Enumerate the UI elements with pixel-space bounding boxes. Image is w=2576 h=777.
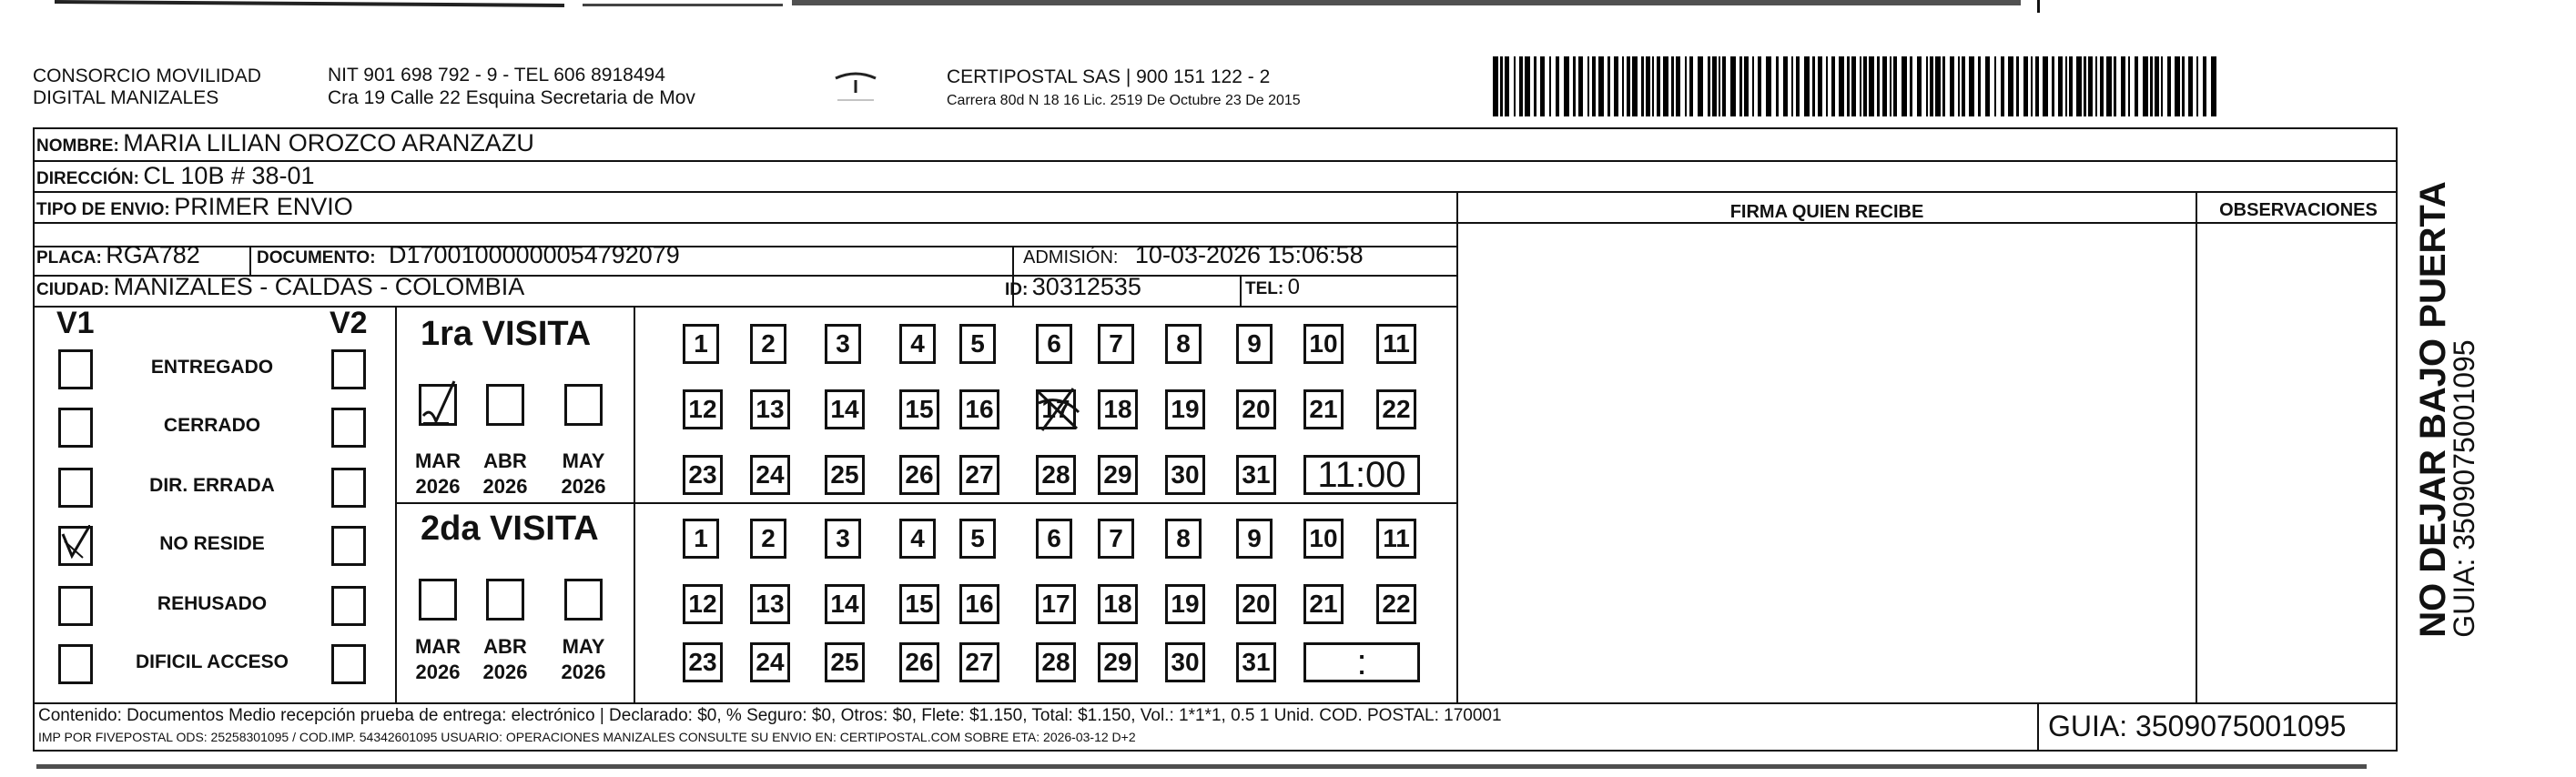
month-checkbox[interactable] — [486, 384, 524, 426]
day-box[interactable]: 23 — [683, 455, 723, 495]
v2-checkbox[interactable] — [331, 586, 366, 626]
day-box[interactable]: 31 — [1236, 642, 1276, 682]
year-label: 2026 — [415, 661, 461, 683]
observaciones-header: OBSERVACIONES — [2219, 200, 2378, 220]
day-box[interactable]: 31 — [1236, 455, 1276, 495]
day-box[interactable]: 1 — [683, 519, 719, 559]
month-label: MAR — [414, 449, 461, 472]
month-checkbox[interactable] — [486, 579, 524, 621]
footer-imp: IMP POR FIVEPOSTAL ODS: 25258301095 / COD.IMP. 54342601095 USUARIO: OPERACIONES MANIZALES CONSULTE SU ENVIO EN: CERTIPOSTAL.COM SOBRE ETA: 2026-03-12 D+2 — [38, 730, 1136, 744]
nombre-field: NOMBRE: MARIA LILIAN OROZCO ARANZAZU — [36, 129, 534, 156]
day-box[interactable]: 25 — [825, 642, 865, 682]
day-box[interactable]: 5 — [959, 519, 996, 559]
month-label: MAY — [562, 635, 605, 658]
second-visit-title: 2da VISITA — [421, 510, 599, 548]
v2-checkbox[interactable] — [331, 468, 366, 508]
day-box[interactable]: 28 — [1036, 455, 1076, 495]
day-box[interactable]: 2 — [750, 324, 786, 364]
day-box[interactable]: 24 — [750, 455, 790, 495]
day-box[interactable]: 13 — [750, 389, 790, 429]
v1-checkbox[interactable] — [58, 468, 93, 508]
day-box[interactable]: 14 — [825, 389, 865, 429]
consortium-name: CONSORCIO MOVILIDAD DIGITAL MANIZALES — [33, 66, 261, 108]
v2-checkbox[interactable] — [331, 408, 366, 448]
day-box[interactable]: 24 — [750, 642, 790, 682]
day-box[interactable]: 29 — [1098, 455, 1138, 495]
bottom-scan-edge — [0, 759, 2576, 777]
day-box[interactable]: 13 — [750, 584, 790, 624]
year-label: 2026 — [415, 475, 461, 498]
month-label: MAR — [414, 635, 461, 658]
footer-guia: GUIA: 3509075001095 — [2048, 710, 2347, 742]
v2-checkbox[interactable] — [331, 526, 366, 566]
firma-header: FIRMA QUIEN RECIBE — [1729, 202, 1924, 222]
footer-contenido: Contenido: Documentos Medio recepción prueba de entrega: electrónico | Declarado: $0, % Seguro: $0, Otros: $0, Flete: $1.150, Total: $1.150, Vol.: 1*1*1, 0.5 1 Unid. COD. POSTAL: 170001 — [38, 706, 1502, 725]
status-label: NO RESIDE — [159, 533, 265, 554]
consortium-nit: NIT 901 698 792 - 9 - TEL 606 8918494 Cra 19 Calle 22 Esquina Secretaria de Mov — [328, 65, 695, 108]
day-box[interactable]: 23 — [683, 642, 723, 682]
day-box[interactable]: 11 — [1376, 519, 1416, 559]
day-box[interactable]: 25 — [825, 455, 865, 495]
tel-field: TEL: 0 — [1245, 275, 1301, 299]
status-label: DIR. ERRADA — [149, 475, 275, 496]
year-label: 2026 — [561, 475, 606, 498]
day-box[interactable]: 8 — [1165, 519, 1202, 559]
day-box[interactable]: 15 — [899, 389, 939, 429]
day-box[interactable]: 27 — [959, 455, 999, 495]
day-box[interactable]: 29 — [1098, 642, 1138, 682]
courier-info: CERTIPOSTAL SAS | 900 151 122 - 2 Carrera 80d N 18 16 Lic. 2519 De Octubre 23 De 2015 — [947, 66, 1301, 108]
day-box[interactable]: 16 — [959, 389, 999, 429]
day-box[interactable]: 21 — [1303, 584, 1344, 624]
day-box[interactable]: 27 — [959, 642, 999, 682]
day-box[interactable]: 17 — [1036, 389, 1076, 429]
id-field: ID: 30312535 — [1005, 273, 1141, 300]
day-box[interactable]: 6 — [1036, 324, 1072, 364]
day-box[interactable]: 9 — [1236, 519, 1273, 559]
day-box[interactable]: 16 — [959, 584, 999, 624]
documento-field: DOCUMENTO: D17001000000054792079 — [257, 241, 680, 268]
day-box[interactable]: 30 — [1165, 455, 1205, 495]
placa-field: PLACA: RGA782 — [36, 241, 200, 268]
day-box[interactable]: 19 — [1165, 389, 1205, 429]
no-dejar-warning: NO DEJAR BAJO PUERTA — [2413, 181, 2453, 638]
side-guia: GUIA: 3509075001095 — [2448, 339, 2480, 638]
day-box[interactable]: 20 — [1236, 584, 1276, 624]
day-box[interactable]: 30 — [1165, 642, 1205, 682]
day-box[interactable]: 28 — [1036, 642, 1076, 682]
day-box[interactable]: 12 — [683, 389, 723, 429]
side-text — [2403, 146, 2494, 673]
month-checkbox[interactable] — [419, 579, 457, 621]
day-box[interactable]: 26 — [899, 642, 939, 682]
month-checkbox[interactable] — [564, 579, 603, 621]
day-box[interactable]: 22 — [1376, 389, 1416, 429]
tipo-envio-field: TIPO DE ENVIO: PRIMER ENVIO — [36, 193, 353, 220]
v2-checkbox[interactable] — [331, 644, 366, 684]
day-box[interactable]: 17 — [1036, 584, 1076, 624]
day-box[interactable]: 4 — [899, 324, 936, 364]
day-box[interactable]: 8 — [1165, 324, 1202, 364]
day-box[interactable]: 6 — [1036, 519, 1072, 559]
barcode — [1493, 56, 2221, 116]
day-box[interactable]: 15 — [899, 584, 939, 624]
v1-checkbox[interactable] — [58, 408, 93, 448]
day-box[interactable]: 18 — [1098, 584, 1138, 624]
day-box[interactable]: 1 — [683, 324, 719, 364]
month-checkbox[interactable] — [564, 384, 603, 426]
direccion-field: DIRECCIÓN: CL 10B # 38-01 — [36, 162, 315, 189]
v2-checkbox[interactable] — [331, 349, 366, 389]
year-label: 2026 — [482, 661, 528, 683]
day-box[interactable]: 10 — [1303, 324, 1344, 364]
v1-header: V1 — [56, 306, 95, 340]
second-time-box[interactable]: : — [1303, 642, 1420, 682]
status-label: CERRADO — [163, 415, 261, 436]
first-visit-title: 1ra VISITA — [421, 315, 592, 353]
day-box[interactable]: 21 — [1303, 389, 1344, 429]
day-box[interactable]: 10 — [1303, 519, 1344, 559]
day-box[interactable]: 18 — [1098, 389, 1138, 429]
v1-checkbox[interactable] — [58, 526, 93, 566]
top-scan-edge — [0, 0, 2576, 18]
day-box[interactable]: 7 — [1098, 324, 1134, 364]
ciudad-field: CIUDAD: MANIZALES - CALDAS - COLOMBIA — [36, 273, 525, 300]
v1-checkbox[interactable] — [58, 586, 93, 626]
day-box[interactable]: 12 — [683, 584, 723, 624]
day-box[interactable]: 11 — [1376, 324, 1416, 364]
month-label: MAY — [562, 449, 605, 472]
day-box[interactable]: 3 — [825, 324, 861, 364]
day-box[interactable]: 19 — [1165, 584, 1205, 624]
day-box[interactable]: 26 — [899, 455, 939, 495]
status-label: REHUSADO — [157, 593, 268, 614]
day-box[interactable]: 14 — [825, 584, 865, 624]
year-label: 2026 — [561, 661, 606, 683]
day-box[interactable]: 5 — [959, 324, 996, 364]
day-box[interactable]: 20 — [1236, 389, 1276, 429]
month-checkbox[interactable] — [419, 384, 457, 426]
month-label: ABR — [483, 635, 527, 658]
day-box[interactable]: 4 — [899, 519, 936, 559]
month-label: ABR — [483, 449, 527, 472]
first-time-box[interactable]: 11:00 — [1303, 455, 1420, 495]
day-box[interactable]: 22 — [1376, 584, 1416, 624]
v1-checkbox[interactable] — [58, 644, 93, 684]
admision-field: ADMISIÓN: 10-03-2026 15:06:58 — [1023, 241, 1364, 268]
status-label: DIFICIL ACCESO — [135, 651, 289, 672]
day-box[interactable]: 7 — [1098, 519, 1134, 559]
v1-checkbox[interactable] — [58, 349, 93, 389]
logo-mark — [828, 69, 883, 106]
status-label: ENTREGADO — [150, 357, 274, 378]
v2-header: V2 — [330, 306, 368, 340]
day-box[interactable]: 9 — [1236, 324, 1273, 364]
year-label: 2026 — [482, 475, 528, 498]
day-box[interactable]: 2 — [750, 519, 786, 559]
day-box[interactable]: 3 — [825, 519, 861, 559]
